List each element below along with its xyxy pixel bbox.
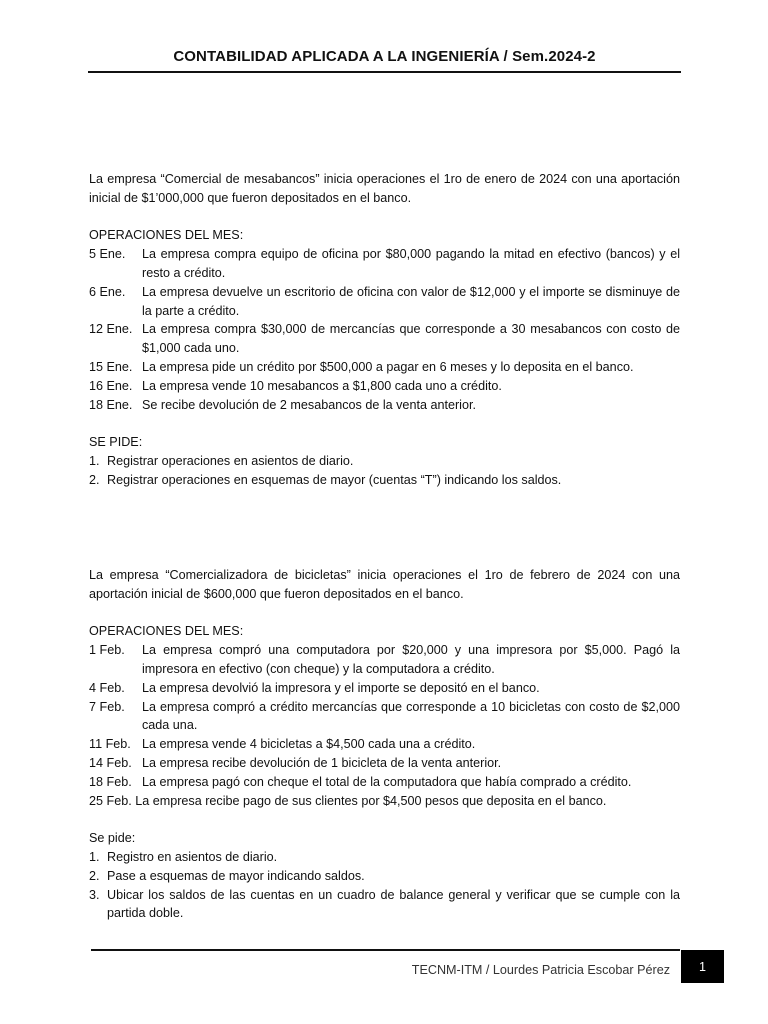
operation-item <box>89 754 680 773</box>
operation-text: La empresa recibe devolución de 1 bicicleta de la venta anterior. <box>142 755 502 770</box>
exercise-2-ops-heading: OPERACIONES DEL MES: <box>89 624 244 639</box>
request-item <box>89 452 680 471</box>
operation-text: La empresa pide un crédito por $500,000 a pagar en 6 meses y lo deposita en el banco. <box>142 359 634 374</box>
request-number: 2. <box>89 868 100 883</box>
operation-text: La empresa devolvió la impresora y el importe se depositó en el banco. <box>142 680 540 695</box>
operation-text: La empresa devuelve un escritorio de oficina con valor de $12,000 y el importe se disminuye de la parte a crédito. <box>142 284 680 318</box>
exercise-1 <box>89 170 680 490</box>
request-item <box>89 848 680 867</box>
exercise-1-ops-heading: OPERACIONES DEL MES: <box>89 228 244 243</box>
exercise-2-intro: La empresa “Comercializadora de bicicletas” inicia operaciones el 1ro de febrero de 2024 con una aportación inicial de $600,000 que fueron depositados en el banco. <box>89 568 680 601</box>
operation-date: 16 Ene. <box>89 378 133 393</box>
request-item <box>89 886 680 924</box>
footer-divider <box>91 949 680 951</box>
operation-text: La empresa compró una computadora por $20,000 y una impresora por $5,000. Pagó la impresora en efectivo (con cheque) y la computadora a crédito. <box>142 643 680 676</box>
operation-item <box>89 283 680 321</box>
operation-date: 7 Feb. <box>89 699 125 714</box>
operation-date: 15 Ene. <box>89 359 133 374</box>
operation-item <box>89 773 680 792</box>
operation-date: 4 Feb. <box>89 680 125 695</box>
request-item <box>89 471 680 490</box>
request-text: Registro en asientos de diario. <box>107 849 278 864</box>
exercise-1-ask-heading: SE PIDE: <box>89 435 143 450</box>
operation-item <box>89 641 680 679</box>
operation-date: 5 Ene. <box>89 247 126 262</box>
operation-date: 18 Feb. <box>89 774 132 789</box>
operation-text: La empresa vende 10 mesabancos a $1,800 cada uno a crédito. <box>142 378 502 393</box>
request-text: Registrar operaciones en esquemas de mayor (cuentas “T”) indicando los saldos. <box>107 472 562 487</box>
operation-text: La empresa compra $30,000 de mercancías que corresponde a 30 mesabancos con costo de $1,000 cada uno. <box>142 322 680 356</box>
exercise-2-ask-heading: Se pide: <box>89 831 136 846</box>
operation-item <box>89 320 680 358</box>
operation-text: 25 Feb. La empresa recibe pago de sus clientes por $4,500 pesos que deposita en el banco. <box>89 793 607 808</box>
request-number: 3. <box>89 887 100 902</box>
header-divider <box>88 71 681 73</box>
operation-text: La empresa pagó con cheque el total de la computadora que había comprado a crédito. <box>142 774 632 789</box>
operation-date: 11 Feb. <box>89 737 131 752</box>
operation-date: 1 Feb. <box>89 643 125 658</box>
operation-item <box>89 245 680 283</box>
operation-item <box>89 679 680 698</box>
exercise-1-intro: La empresa “Comercial de mesabancos” inicia operaciones el 1ro de enero de 2024 con una aportación inicial de $1’000,000 que fueron depositados en el banco. <box>89 172 680 205</box>
page-number: 1 <box>681 950 724 983</box>
operation-date: 14 Feb. <box>89 755 132 770</box>
operation-text: La empresa compró a crédito mercancías que corresponde a 10 bicicletas con costo de $2,000 cada una. <box>142 699 680 733</box>
operation-text: La empresa compra equipo de oficina por $80,000 pagando la mitad en efectivo (bancos) y el resto a crédito. <box>142 247 680 280</box>
request-text: Pase a esquemas de mayor indicando saldos. <box>107 868 365 883</box>
operation-item <box>89 735 680 754</box>
operation-item <box>89 377 680 396</box>
page-title: CONTABILIDAD APLICADA A LA INGENIERÍA / Sem.2024-2 <box>173 48 596 65</box>
operation-text: La empresa vende 4 bicicletas a $4,500 cada una a crédito. <box>142 737 476 752</box>
operation-date: 12 Ene. <box>89 322 133 337</box>
footer-author: TECNM-ITM / Lourdes Patricia Escobar Pérez <box>411 963 670 977</box>
operation-item <box>89 396 680 415</box>
operation-text: Se recibe devolución de 2 mesabancos de la venta anterior. <box>142 397 476 412</box>
operation-item <box>89 698 680 736</box>
operation-item <box>89 792 680 811</box>
request-text: Ubicar los saldos de las cuentas en un cuadro de balance general y verificar que se cumple con la partida doble. <box>107 887 680 921</box>
request-item <box>89 867 680 886</box>
operation-item <box>89 358 680 377</box>
request-number: 1. <box>89 453 100 468</box>
request-text: Registrar operaciones en asientos de diario. <box>107 453 354 468</box>
request-number: 2. <box>89 472 100 487</box>
operation-date: 18 Ene. <box>89 397 133 412</box>
request-number: 1. <box>89 849 100 864</box>
operation-date: 6 Ene. <box>89 284 126 299</box>
exercise-2 <box>89 566 680 923</box>
